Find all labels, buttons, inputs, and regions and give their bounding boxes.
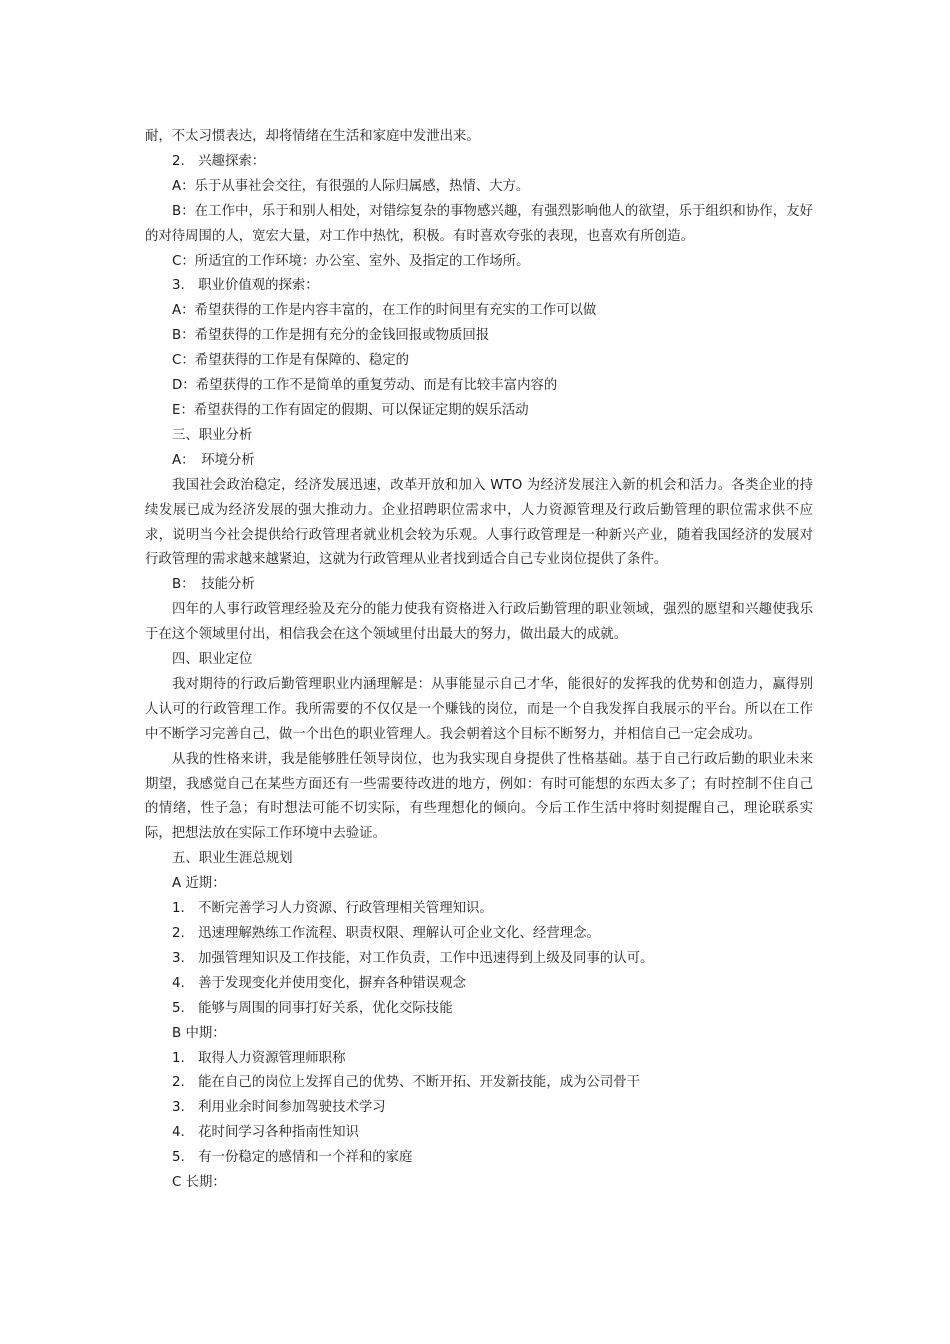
paragraph: B：在工作中，乐于和别人相处，对错综复杂的事物感兴趣，有强烈影响他人的欲望，乐于组织和协作，友好的对待周围的人，宽宏大量，对工作中热忱，积极。有时喜欢夸张的表现，也喜欢有所创造。 [145,203,813,244]
section-heading-interest: 2. 兴趣探索： [172,153,266,169]
subheading-long-term: C 长期： [172,1175,226,1191]
text-line: 耐，不太习惯表达，却将情绪在生活和家庭中发泄出来。 [145,129,480,144]
list-item: 1. 取得人力资源管理师职称 [172,1050,346,1066]
document-page [145,125,813,1196]
section-heading-values: 3. 职业价值观的探索： [172,278,319,294]
list-item: A：希望获得的工作是内容丰富的，在工作的时间里有充实的工作可以做 [172,303,597,319]
subheading-skills: B： 技能分析 [172,577,255,593]
list-item: 4. 善于发现变化并使用变化，摒弃各种错误观念 [172,975,466,991]
list-item: 5. 有一份稳定的感情和一个祥和的家庭 [172,1150,413,1166]
subheading-mid-term: B 中期： [172,1025,226,1041]
list-item: 2. 迅速理解熟练工作流程、职责权限、理解认可企业文化、经营理念。 [172,926,600,941]
paragraph: 四年的人事行政管理经验及充分的能力使我有资格进入行政后勤管理的职业领域，强烈的愿望和兴趣使我乐于在这个领域里付出，相信我会在这个领域里付出最大的努力，做出最大的成就。 [145,602,813,643]
subheading-short-term: A 近期： [172,876,226,892]
section-heading-positioning: 四、职业定位 [172,652,253,668]
list-item: 1. 不断完善学习人力资源、行政管理相关管理知识。 [172,901,493,917]
text-line: C：所适宜的工作环境：办公室、室外、及指定的工作场所。 [172,253,530,269]
list-item: 3. 加强管理知识及工作技能，对工作负责，工作中迅速得到上级及同事的认可。 [172,950,654,966]
list-item: D：希望获得的工作不是简单的重复劳动、而是有比较丰富内容的 [172,378,558,394]
subheading-environment: A： 环境分析 [172,452,255,468]
paragraph: 从我的性格来讲，我是能够胜任领导岗位，也为我实现自身提供了性格基础。基于自己行政后勤的职业未来期望，我感觉自己在某些方面还有一些需要待改进的地方，例如：有时可能想的东西太多了；有时控制不住自己的情绪，性子急；有时想法可能不切实际，有些理想化的倾向。今后工作生活中将时刻提醒自己，理论联系实际，把想法放在实际工作环境中去验证。 [145,751,813,842]
section-heading-career-analysis: 三、职业分析 [172,427,253,443]
paragraph: 我国社会政治稳定，经济发展迅速，改革开放和加入 WTO 为经济发展注入新的机会和活力。各类企业的持续发展已成为经济发展的强大推动力。企业招聘职位需求中，人力资源管理及行政后勤管理的职位需求供不应求，说明当今社会提供给行政管理者就业机会较为乐观。人事行政管理是一种新兴产业，随着我国经济的发展对行政管理的需求越来越紧迫，这就为行政管理从业者找到适合自己专业岗位提供了条件。 [145,477,813,568]
text-line: A：乐于从事社会交往，有很强的人际归属感，热情、大方。 [172,178,530,194]
list-item: 4. 花时间学习各种指南性知识 [172,1125,359,1141]
section-heading-plan: 五、职业生涯总规划 [172,851,293,867]
list-item: E：希望获得的工作有固定的假期、可以保证定期的娱乐活动 [172,402,529,418]
list-item: 5. 能够与周围的同事打好关系，优化交际技能 [172,1000,453,1016]
list-item: C：希望获得的工作是有保障的、稳定的 [172,353,409,369]
paragraph: 我对期待的行政后勤管理职业内涵理解是：从事能显示自己才华，能很好的发挥我的优势和创造力，赢得别人认可的行政管理工作。我所需要的不仅仅是一个赚钱的岗位，而是一个自我发挥自我展示的平台。所以在工作中不断学习完善自己，做一个出色的职业管理人。我会朝着这个目标不断努力，并相信自己一定会成功。 [145,676,813,742]
list-item: B：希望获得的工作是拥有充分的金钱回报或物质回报 [172,328,490,344]
list-item: 2. 能在自己的岗位上发挥自己的优势、不断开拓、开发新技能，成为公司骨干 [172,1075,641,1091]
list-item: 3. 利用业余时间参加驾驶技术学习 [172,1100,386,1116]
